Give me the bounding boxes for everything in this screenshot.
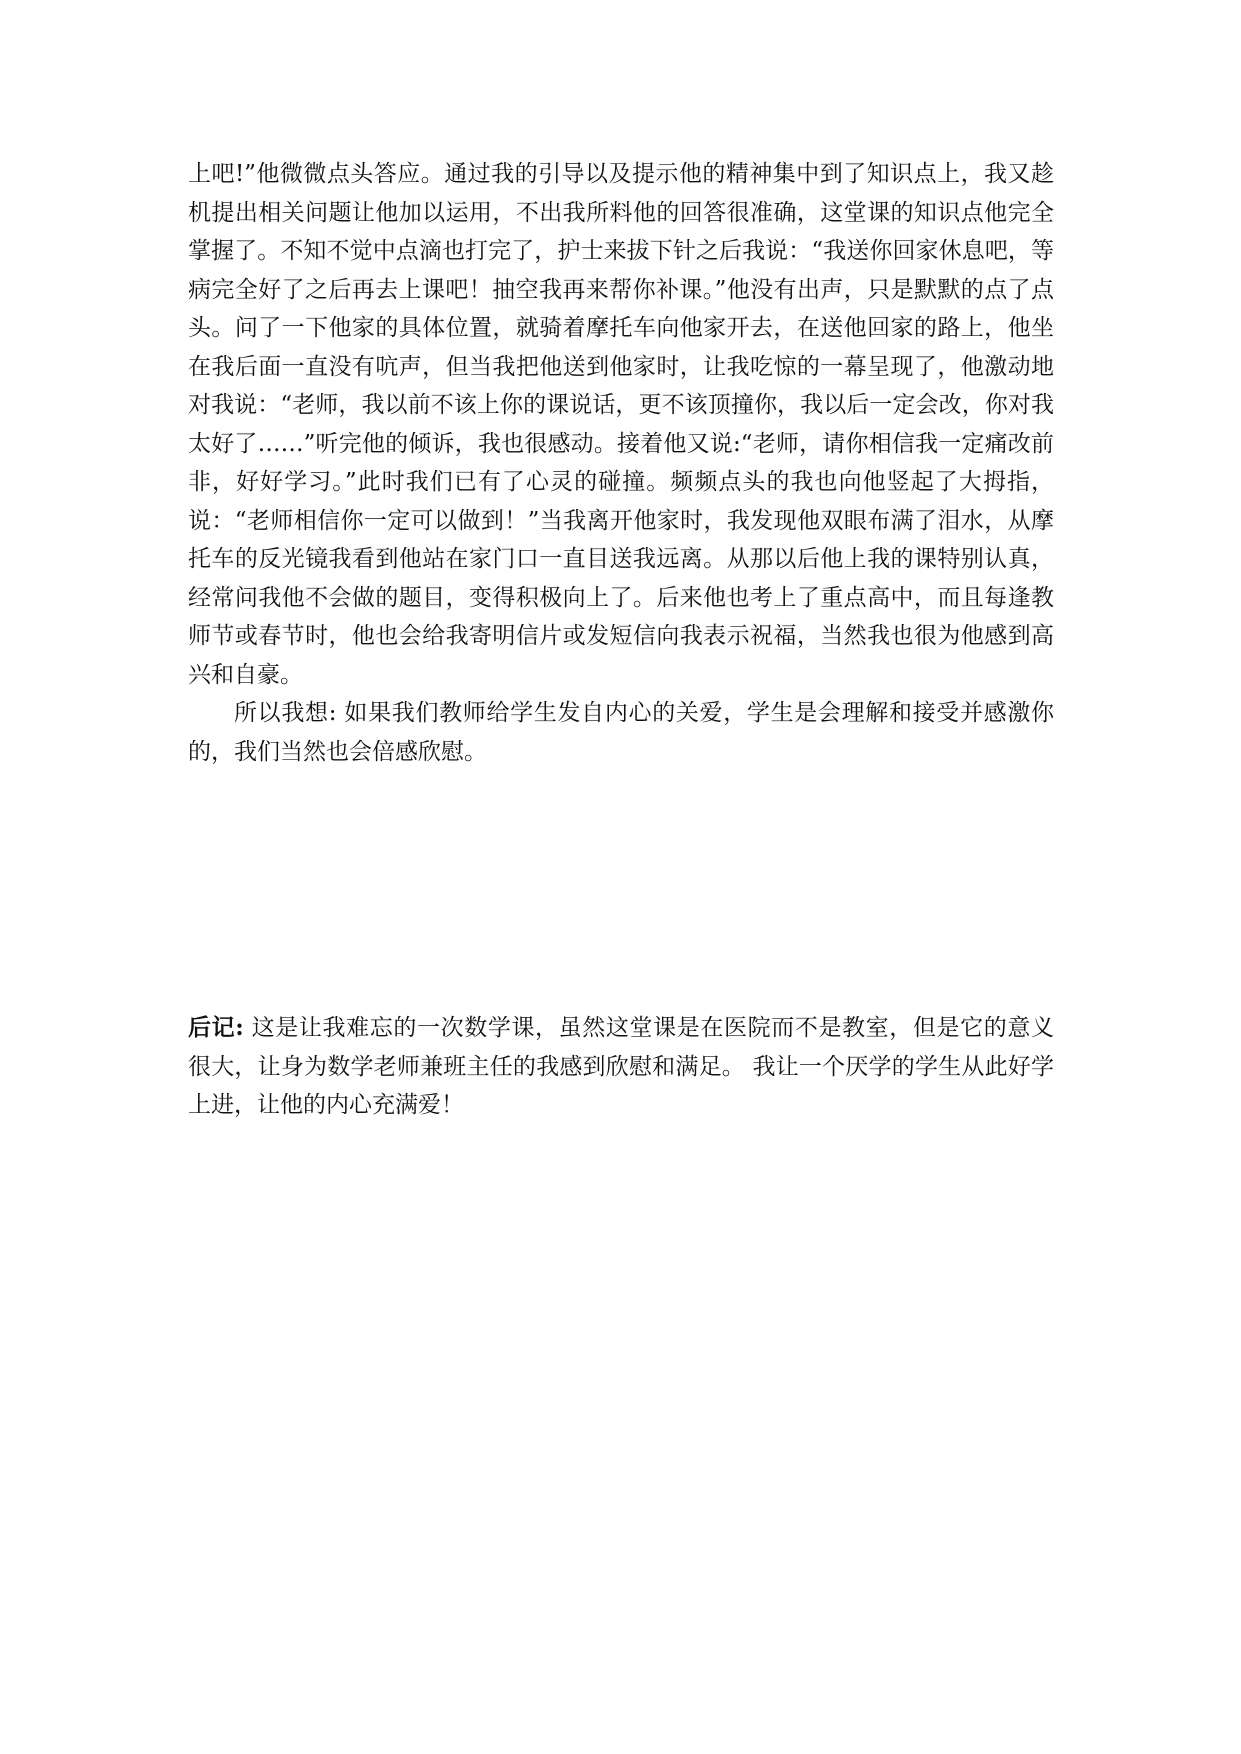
paragraph-story: 上吧!”他微微点头答应。通过我的引导以及提示他的精神集中到了知识点上，我又趁机提出相关问题让他加以运用，不出我所料他的回答很准确，这堂课的知识点他完全掌握了。不知不觉中点滴也打完了，护士来拔下针之后我说：“我送你回家休息吧，等病完全好了之后再去上课吧！抽空我再来帮你补课。”他没有出声，只是默默的点了点头。问了一下他家的具体位置，就骑着摩托车向他家开去，在送他回家的路上，他坐在我后面一直没有吭声，但当我把他送到他家时，让我吃惊的一幕呈现了，他激动地对我说：“老师，我以前不该上你的课说话，更不该顶撞你，我以后一定会改，你对我太好了……”听完他的倾诉，我也很感动。接着他又说:“老师，请你相信我一定痛改前非，好好学习。”此时我们已有了心灵的碰撞。频频点头的我也向他竖起了大拇指，说：“老师相信你一定可以做到！”当我离开他家时，我发现他双眼布满了泪水，从摩托车的反光镜我看到他站在家门口一直目送我远离。从那以后他上我的课特别认真，经常问我他不会做的题目，变得积极向上了。后来他也考上了重点高中，而且每逢教师节或春节时，他也会给我寄明信片或发短信向我表示祝福，当然我也很为他感到高兴和自豪。 xyxy=(188,161,1054,688)
afterword-text: 这是让我难忘的一次数学课，虽然这堂课是在医院而不是教室，但是它的意义很大，让身为数学老师兼班主任的我感到欣慰和满足。 我让一个厌学的学生从此好学上进，让他的内心充满爱！ xyxy=(188,1015,1055,1118)
afterword-label: 后记: xyxy=(188,1014,244,1041)
paragraph-reflection: 所以我想: 如果我们教师给学生发自内心的关爱，学生是会理解和接受并感激你的，我们当然也会倍感欣慰。 xyxy=(188,700,1054,765)
body-text xyxy=(188,155,1054,771)
afterword-paragraph xyxy=(188,1009,1054,1125)
